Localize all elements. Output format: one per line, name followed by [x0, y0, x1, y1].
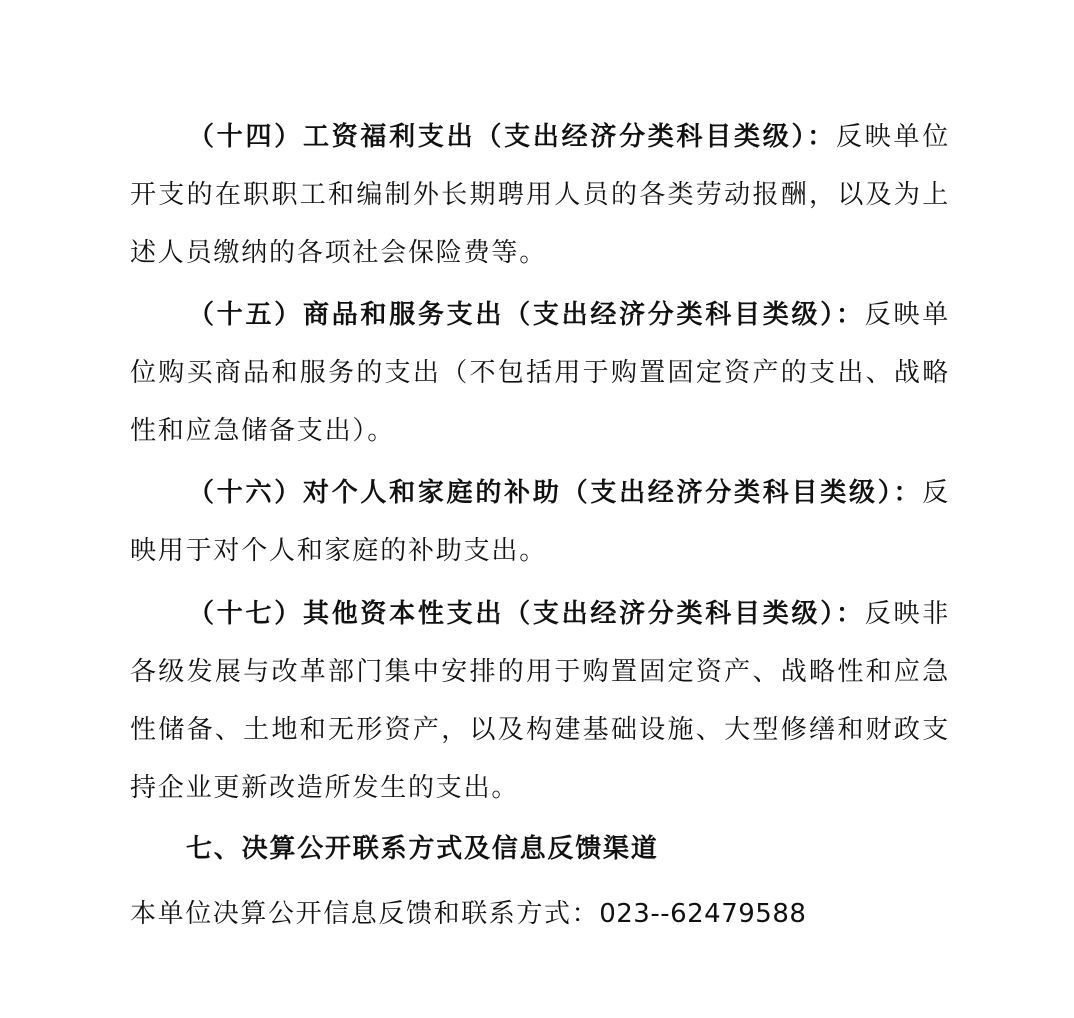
paragraph-lead: （十六）对个人和家庭的补助（支出经济分类科目类级）：	[188, 478, 923, 508]
paragraph-other-capital	[130, 585, 950, 817]
paragraph-lead: （十五）商品和服务支出（支出经济分类科目类级）：	[188, 300, 865, 330]
contact-label: 本单位决算公开信息反馈和联系方式：	[130, 899, 600, 929]
section-heading: 七、决算公开联系方式及信息反馈渠道	[186, 834, 659, 864]
paragraph-body: 反映非各级发展与改革部门集中安排的用于购置固定资产、战略性和应急性储备、土地和无形资产，以及构建基础设施、大型修缮和财政支持企业更新改造所发生的支出。	[130, 599, 950, 803]
paragraph-household-subsidy	[130, 464, 950, 580]
paragraph-wages-welfare	[130, 108, 950, 282]
paragraph-body: 反映用于对个人和家庭的补助支出。	[130, 478, 950, 566]
paragraph-body: 反映单位开支的在职职工和编制外长期聘用人员的各类劳动报酬，以及为上述人员缴纳的各项社会保险费等。	[130, 122, 950, 268]
contact-line	[130, 885, 806, 943]
paragraph-body: 反映单位购买商品和服务的支出（不包括用于购置固定资产的支出、战略性和应急储备支出）。	[130, 300, 950, 446]
paragraph-lead: （十四）工资福利支出（支出经济分类科目类级）：	[188, 122, 836, 152]
contact-phone: 023--62479588	[599, 899, 807, 929]
paragraph-lead: （十七）其他资本性支出（支出经济分类科目类级）：	[188, 599, 865, 629]
paragraph-goods-services	[130, 286, 950, 460]
